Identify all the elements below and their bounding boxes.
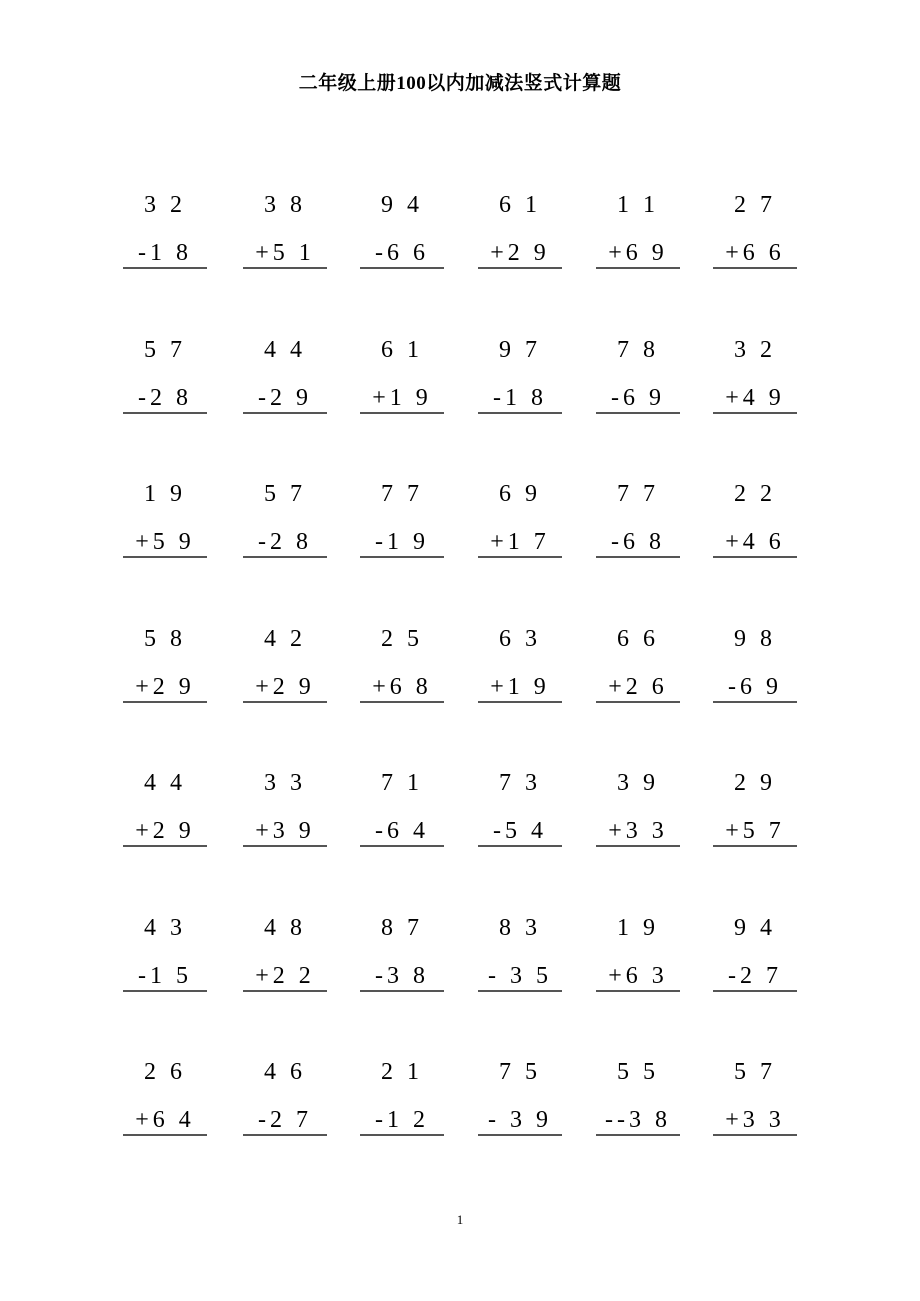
second-operand: +2 9 [135,673,195,700]
first-operand: 3 2 [144,192,186,218]
answer-underline [713,701,797,703]
second-operand: -2 8 [258,529,312,555]
second-operand: -1 5 [138,962,192,989]
page-number: 1 [456,1212,464,1227]
first-operand: 1 9 [144,481,186,507]
answer-underline [596,1134,680,1136]
second-operand: -3 8 [375,962,429,989]
first-operand: 5 7 [264,481,306,507]
second-operand: -1 8 [138,240,192,266]
first-operand: 7 8 [617,336,659,363]
answer-underline [123,412,207,414]
answer-underline [713,267,797,269]
worksheet-title: 二年级上册100以内加减法竖式计算题 [298,73,622,94]
answer-underline [478,990,562,992]
second-operand: +3 3 [725,1107,785,1133]
answer-underline [360,267,444,269]
answer-underline [713,412,797,414]
first-operand: 2 1 [381,1059,423,1085]
first-operand: 1 1 [617,192,659,218]
first-operand: 7 1 [381,770,423,796]
first-operand: 2 7 [734,192,776,218]
second-operand: +3 3 [608,818,668,844]
second-operand: -2 8 [138,384,192,411]
first-operand: 8 3 [499,914,541,941]
second-operand: -6 9 [728,673,782,700]
second-operand: +1 7 [490,529,550,555]
answer-underline [713,1134,797,1136]
answer-underline [243,1134,327,1136]
first-operand: 6 1 [499,192,541,218]
answer-underline [360,556,444,558]
first-operand: 5 7 [734,1059,776,1085]
answer-underline [123,556,207,558]
first-operand: 5 5 [617,1059,659,1085]
answer-underline [243,990,327,992]
second-operand: -1 8 [493,384,547,411]
answer-underline [713,556,797,558]
first-operand: 4 3 [144,914,186,941]
answer-underline [123,990,207,992]
answer-underline [360,1134,444,1136]
first-operand: 9 4 [734,914,776,941]
second-operand: +4 6 [725,529,785,555]
second-operand: +1 9 [490,673,550,700]
answer-underline [123,845,207,847]
answer-underline [478,412,562,414]
first-operand: 1 9 [617,914,659,941]
first-operand: 7 7 [381,481,423,507]
answer-underline [123,267,207,269]
first-operand: 9 7 [499,336,541,363]
first-operand: 2 9 [734,770,776,796]
answer-underline [713,990,797,992]
first-operand: 4 6 [264,1059,306,1085]
answer-underline [360,701,444,703]
answer-underline [596,556,680,558]
answer-underline [243,701,327,703]
first-operand: 2 2 [734,481,776,507]
answer-underline [243,845,327,847]
first-operand: 2 5 [381,625,423,652]
first-operand: 4 2 [264,625,306,652]
answer-underline [243,412,327,414]
second-operand: +2 2 [255,962,315,989]
second-operand: -2 7 [728,962,782,989]
answer-underline [596,701,680,703]
answer-underline [360,990,444,992]
first-operand: 5 7 [144,336,186,363]
first-operand: 9 8 [734,625,776,652]
second-operand: -2 9 [258,384,312,411]
answer-underline [243,556,327,558]
second-operand: -1 2 [375,1107,429,1133]
second-operand: +2 9 [490,240,550,266]
second-operand: +5 1 [255,240,315,266]
second-operand: +6 3 [608,962,668,989]
answer-underline [596,845,680,847]
first-operand: 3 3 [264,770,306,796]
answer-underline [478,701,562,703]
first-operand: 6 9 [499,481,541,507]
second-operand: +5 9 [135,529,195,555]
second-operand: -6 8 [611,529,665,555]
first-operand: 3 9 [617,770,659,796]
second-operand: +2 6 [608,673,668,700]
first-operand: 2 6 [144,1059,186,1085]
first-operand: 3 2 [734,336,776,363]
answer-underline [243,267,327,269]
second-operand: -2 7 [258,1107,312,1133]
second-operand: -6 4 [375,818,429,844]
answer-underline [596,267,680,269]
answer-underline [478,267,562,269]
first-operand: 6 6 [617,625,659,652]
first-operand: 6 1 [381,336,423,363]
first-operand: 7 7 [617,481,659,507]
second-operand: - 3 9 [488,1107,552,1133]
second-operand: +6 9 [608,240,668,266]
second-operand: +2 9 [135,818,195,844]
first-operand: 7 5 [499,1059,541,1085]
second-operand: +6 8 [372,673,432,700]
second-operand: +3 9 [255,818,315,844]
first-operand: 5 8 [144,625,186,652]
second-operand: -6 9 [611,384,665,411]
first-operand: 9 4 [381,192,423,218]
first-operand: 4 4 [144,770,186,796]
answer-underline [123,1134,207,1136]
second-operand: +6 4 [135,1107,195,1133]
second-operand: - 3 5 [488,962,552,989]
answer-underline [478,556,562,558]
answer-underline [360,412,444,414]
answer-underline [478,845,562,847]
second-operand: +2 9 [255,673,315,700]
second-operand: +6 6 [725,240,785,266]
answer-underline [478,1134,562,1136]
answer-underline [123,701,207,703]
second-operand: +1 9 [372,384,432,411]
first-operand: 4 4 [264,336,306,363]
answer-underline [360,845,444,847]
second-operand: --3 8 [605,1107,671,1133]
second-operand: +5 7 [725,818,785,844]
second-operand: -6 6 [375,240,429,266]
first-operand: 6 3 [499,625,541,652]
answer-underline [596,412,680,414]
answer-underline [713,845,797,847]
second-operand: -5 4 [493,818,547,844]
first-operand: 8 7 [381,914,423,941]
second-operand: +4 9 [725,384,785,411]
first-operand: 4 8 [264,914,306,941]
first-operand: 7 3 [499,770,541,796]
first-operand: 3 8 [264,192,306,218]
second-operand: -1 9 [375,529,429,555]
answer-underline [596,990,680,992]
